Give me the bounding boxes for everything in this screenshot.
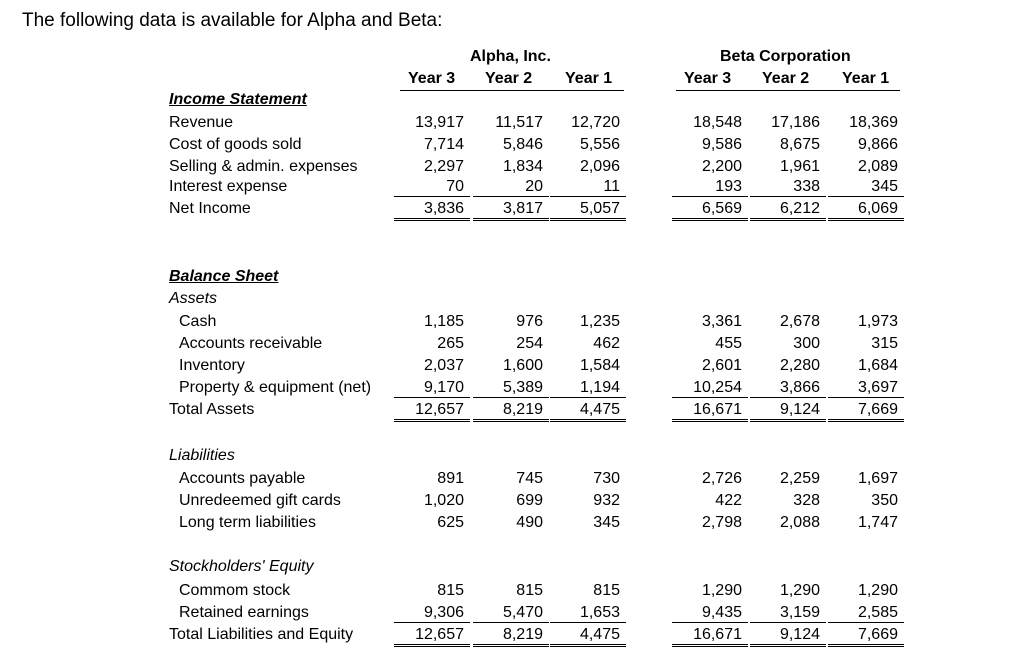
alpha-value-cell: 2,037 — [423, 357, 464, 374]
alpha-value-cell: 462 — [593, 335, 620, 352]
beta-value-cell: 193 — [672, 178, 748, 197]
alpha-value-cell: 932 — [593, 492, 620, 509]
beta-value-cell: 8,675 — [779, 136, 820, 153]
alpha-year-3-header: Year 3 — [408, 70, 456, 87]
beta-value-cell: 2,601 — [701, 357, 742, 374]
liabilities-title: Liabilities — [169, 447, 235, 464]
beta-value-cell: 2,089 — [857, 158, 898, 175]
beta-value-cell: 2,585 — [828, 604, 904, 623]
row-label: Inventory — [179, 357, 245, 374]
alpha-value-cell: 12,657 — [394, 626, 470, 647]
alpha-value-cell: 13,917 — [415, 114, 464, 131]
beta-value-cell: 6,212 — [750, 200, 826, 221]
alpha-value-cell: 5,556 — [579, 136, 620, 153]
beta-value-cell: 315 — [871, 335, 898, 352]
alpha-value-cell: 1,653 — [550, 604, 626, 623]
beta-value-cell: 1,290 — [701, 582, 742, 599]
row-label: Total Assets — [169, 401, 255, 418]
beta-value-cell: 1,290 — [857, 582, 898, 599]
beta-year-1-header: Year 1 — [842, 70, 890, 87]
beta-value-cell: 345 — [828, 178, 904, 197]
row-label: Interest expense — [169, 178, 288, 195]
alpha-year-2-header: Year 2 — [485, 70, 533, 87]
alpha-value-cell: 12,657 — [394, 401, 470, 422]
row-label: Revenue — [169, 114, 234, 131]
beta-value-cell: 3,159 — [750, 604, 826, 623]
alpha-value-cell: 5,057 — [550, 200, 626, 221]
alpha-value-cell: 265 — [437, 335, 464, 352]
beta-value-cell: 2,088 — [779, 514, 820, 531]
row-label: Accounts receivable — [179, 335, 323, 352]
alpha-value-cell: 745 — [516, 470, 543, 487]
beta-value-cell: 2,678 — [779, 313, 820, 330]
beta-value-cell: 350 — [871, 492, 898, 509]
beta-value-cell: 6,569 — [672, 200, 748, 221]
alpha-value-cell: 815 — [593, 582, 620, 599]
beta-value-cell: 16,671 — [672, 401, 748, 422]
alpha-value-cell: 4,475 — [550, 626, 626, 647]
beta-value-cell: 18,369 — [849, 114, 898, 131]
beta-header-underline — [676, 90, 900, 91]
row-label: Commom stock — [179, 582, 291, 599]
beta-value-cell: 9,124 — [750, 626, 826, 647]
alpha-value-cell: 70 — [394, 178, 470, 197]
alpha-header-underline — [400, 90, 624, 91]
beta-value-cell: 2,280 — [779, 357, 820, 374]
alpha-value-cell: 815 — [437, 582, 464, 599]
alpha-value-cell: 699 — [516, 492, 543, 509]
beta-value-cell: 1,961 — [779, 158, 820, 175]
alpha-value-cell: 9,170 — [394, 379, 470, 398]
alpha-value-cell: 345 — [593, 514, 620, 531]
beta-value-cell: 9,124 — [750, 401, 826, 422]
beta-value-cell: 3,361 — [701, 313, 742, 330]
income-statement-title: Income Statement — [169, 91, 307, 108]
beta-value-cell: 1,747 — [857, 514, 898, 531]
equity-title: Stockholders' Equity — [169, 558, 314, 575]
alpha-value-cell: 5,846 — [502, 136, 543, 153]
beta-value-cell: 2,200 — [701, 158, 742, 175]
row-label: Total Liabilities and Equity — [169, 626, 354, 643]
alpha-value-cell: 625 — [437, 514, 464, 531]
alpha-value-cell: 3,817 — [473, 200, 549, 221]
beta-value-cell: 6,069 — [828, 200, 904, 221]
alpha-value-cell: 4,475 — [550, 401, 626, 422]
row-label: Property & equipment (net) — [179, 379, 372, 396]
beta-value-cell: 3,697 — [828, 379, 904, 398]
assets-title: Assets — [169, 290, 218, 307]
alpha-value-cell: 490 — [516, 514, 543, 531]
alpha-value-cell: 2,297 — [423, 158, 464, 175]
beta-value-cell: 16,671 — [672, 626, 748, 647]
beta-value-cell: 18,548 — [693, 114, 742, 131]
alpha-value-cell: 3,836 — [394, 200, 470, 221]
alpha-value-cell: 1,584 — [579, 357, 620, 374]
alpha-value-cell: 815 — [516, 582, 543, 599]
intro-text: The following data is available for Alpha and Beta: — [22, 10, 443, 31]
row-label: Cash — [179, 313, 217, 330]
alpha-value-cell: 5,470 — [473, 604, 549, 623]
beta-year-2-header: Year 2 — [762, 70, 810, 87]
alpha-value-cell: 1,235 — [579, 313, 620, 330]
beta-year-3-header: Year 3 — [684, 70, 732, 87]
beta-value-cell: 338 — [750, 178, 826, 197]
alpha-company-header: Alpha, Inc. — [470, 48, 551, 65]
alpha-value-cell: 20 — [473, 178, 549, 197]
row-label: Unredeemed gift cards — [179, 492, 341, 509]
beta-value-cell: 300 — [793, 335, 820, 352]
beta-value-cell: 9,435 — [672, 604, 748, 623]
row-label: Cost of goods sold — [169, 136, 302, 153]
row-label: Retained earnings — [179, 604, 309, 621]
alpha-value-cell: 11 — [550, 178, 626, 197]
beta-value-cell: 1,290 — [779, 582, 820, 599]
beta-value-cell: 7,669 — [828, 626, 904, 647]
beta-value-cell: 2,798 — [701, 514, 742, 531]
alpha-value-cell: 1,834 — [502, 158, 543, 175]
beta-value-cell: 422 — [715, 492, 742, 509]
row-label: Accounts payable — [179, 470, 306, 487]
beta-value-cell: 1,973 — [857, 313, 898, 330]
alpha-value-cell: 254 — [516, 335, 543, 352]
beta-value-cell: 328 — [793, 492, 820, 509]
beta-value-cell: 2,259 — [779, 470, 820, 487]
alpha-value-cell: 8,219 — [473, 626, 549, 647]
alpha-value-cell: 891 — [437, 470, 464, 487]
beta-value-cell: 2,726 — [701, 470, 742, 487]
alpha-value-cell: 11,517 — [495, 114, 543, 131]
beta-value-cell: 17,186 — [771, 114, 820, 131]
beta-value-cell: 3,866 — [750, 379, 826, 398]
alpha-value-cell: 12,720 — [571, 114, 620, 131]
row-label: Long term liabilities — [179, 514, 316, 531]
alpha-value-cell: 1,185 — [423, 313, 464, 330]
beta-company-header: Beta Corporation — [720, 48, 851, 65]
beta-value-cell: 9,586 — [701, 136, 742, 153]
alpha-value-cell: 730 — [593, 470, 620, 487]
alpha-value-cell: 8,219 — [473, 401, 549, 422]
beta-value-cell: 1,684 — [857, 357, 898, 374]
alpha-value-cell: 9,306 — [394, 604, 470, 623]
balance-sheet-title: Balance Sheet — [169, 268, 279, 285]
alpha-value-cell: 1,600 — [502, 357, 543, 374]
alpha-value-cell: 1,194 — [550, 379, 626, 398]
alpha-value-cell: 5,389 — [473, 379, 549, 398]
row-label: Net Income — [169, 200, 251, 217]
beta-value-cell: 455 — [715, 335, 742, 352]
beta-value-cell: 10,254 — [672, 379, 748, 398]
alpha-year-1-header: Year 1 — [565, 70, 613, 87]
alpha-value-cell: 7,714 — [423, 136, 464, 153]
beta-value-cell: 7,669 — [828, 401, 904, 422]
row-label: Selling & admin. expenses — [169, 158, 358, 175]
beta-value-cell: 9,866 — [857, 136, 898, 153]
alpha-value-cell: 1,020 — [423, 492, 464, 509]
alpha-value-cell: 976 — [516, 313, 543, 330]
beta-value-cell: 1,697 — [857, 470, 898, 487]
alpha-value-cell: 2,096 — [579, 158, 620, 175]
